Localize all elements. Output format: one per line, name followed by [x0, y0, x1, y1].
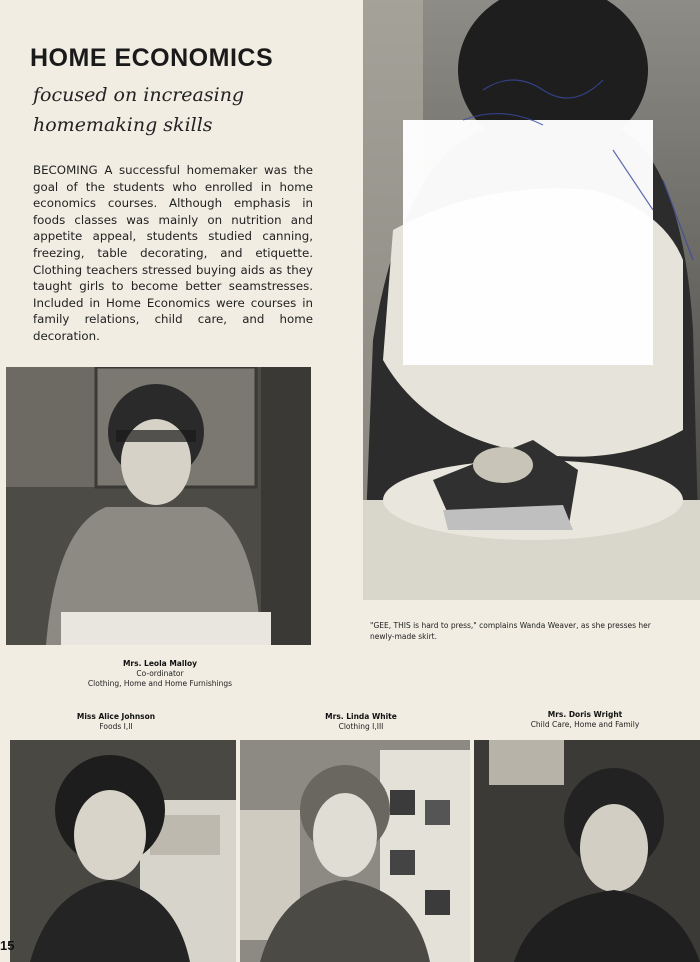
malloy-photo-art: [6, 367, 311, 645]
page-subtitle: [33, 80, 333, 140]
subtitle-line-2: homemaking skills: [33, 114, 213, 136]
johnson-photo-art: [10, 740, 236, 962]
teacher-name: Mrs. Doris Wright: [547, 710, 623, 719]
teacher-photo-johnson: [10, 740, 236, 962]
teacher-caption-white: [301, 712, 421, 732]
teacher-role: Clothing I,III: [338, 722, 384, 731]
teacher-role: Foods I,II: [99, 722, 133, 731]
teacher-role: Child Care, Home and Family: [530, 720, 640, 729]
white-photo-art: [240, 740, 470, 962]
teacher-caption-wright: [500, 710, 670, 730]
teacher-name: Mrs. Linda White: [325, 712, 397, 721]
page-title: HOME ECONOMICS: [30, 44, 274, 72]
teacher-caption-johnson: [56, 712, 176, 732]
intro-paragraph: BECOMING A successful homemaker was the goal of the students who enrolled in home economics courses. Although emphasis in foods classes was mainly on nutrition and appetite appeal, students studied canning, freezing, table decorating, and etiquette. Clothing teachers stressed buying aids as they taught girls to become better seamstresses. Included in Home Economics were courses in family relations, child care, and home decoration.: [33, 163, 313, 343]
ironing-photo: [363, 0, 700, 600]
page-number: 15: [0, 938, 15, 953]
teacher-photo-white: [240, 740, 470, 962]
ironing-photo-caption: "GEE, THIS is hard to press," complains Wanda Weaver, as she presses her newly-made skirt.: [370, 621, 651, 641]
teacher-role: Co-ordinator: [136, 669, 184, 678]
teacher-caption-malloy: [60, 659, 260, 689]
teacher-name: Miss Alice Johnson: [76, 712, 156, 721]
teacher-photo-malloy: [6, 367, 311, 645]
teacher-role: Clothing, Home and Home Furnishings: [87, 679, 233, 688]
ironing-photo-art: [363, 0, 700, 600]
teacher-name: Mrs. Leola Malloy: [122, 659, 198, 668]
teacher-photo-wright: [474, 740, 700, 962]
subtitle-line-1: focused on increasing: [33, 84, 245, 106]
wright-photo-art: [474, 740, 700, 962]
